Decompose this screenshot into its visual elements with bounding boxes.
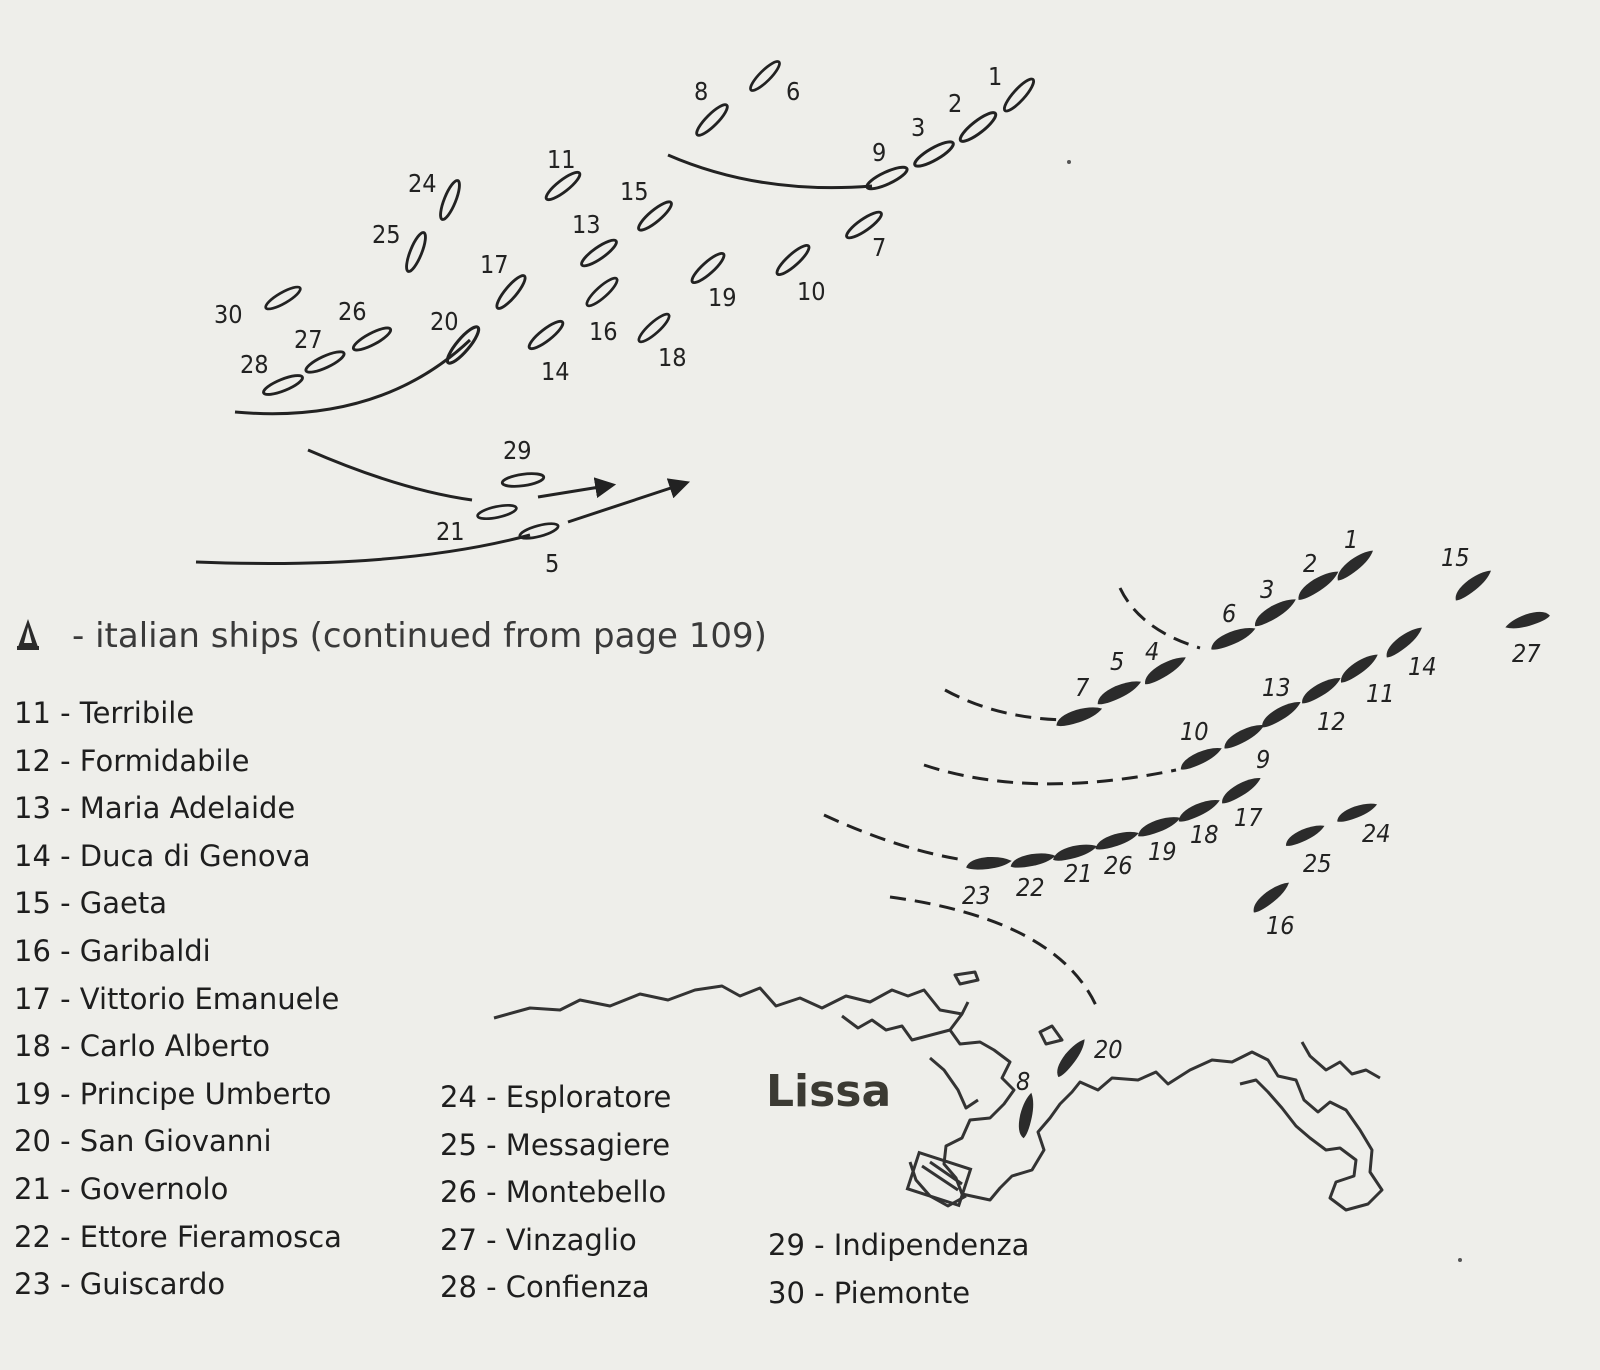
legend-item: 26 - Montebello — [440, 1175, 667, 1210]
label-30: 30 — [214, 300, 243, 329]
legend-title-text: - italian ships (continued from page 109) — [72, 616, 767, 656]
island-label: Lissa — [766, 1066, 892, 1117]
ship-18 — [636, 311, 673, 346]
legend-item: 13 - Maria Adelaide — [14, 791, 296, 826]
legend-item: 24 - Esploratore — [440, 1080, 672, 1114]
legend-item: 15 - Gaeta — [14, 886, 168, 921]
legend-item: 18 - Carlo Alberto — [14, 1029, 270, 1064]
ship-14 — [526, 318, 566, 353]
label-15-lower: 15 — [1441, 543, 1470, 572]
label-27: 27 — [294, 325, 323, 354]
label-7: 7 — [872, 233, 887, 262]
legend-item: 16 - Garibaldi — [14, 933, 211, 968]
ship-13-lower — [1258, 698, 1304, 730]
ship-16 — [584, 275, 621, 310]
legend-item: 17 - Vittorio Emanuele — [14, 981, 340, 1016]
ship-30 — [263, 283, 303, 312]
ship-21 — [477, 503, 518, 522]
legend-item: 20 - San Giovanni — [14, 1124, 272, 1159]
label-9: 9 — [872, 138, 887, 167]
label-12-lower: 12 — [1317, 707, 1346, 736]
ship-16-lower — [1248, 878, 1293, 914]
legend-item: 28 - Confienza — [440, 1270, 650, 1305]
dot-marker — [1458, 1258, 1462, 1262]
label-27-lower: 27 — [1512, 639, 1541, 668]
ship-3-lower — [1250, 595, 1299, 629]
label-10-lower: 10 — [1180, 717, 1209, 746]
legend-column-2 — [440, 1074, 671, 1312]
lower-ships — [966, 546, 1551, 1138]
label-25-lower: 25 — [1303, 849, 1332, 878]
ship-13 — [579, 236, 620, 269]
ship-19-lower — [1135, 813, 1182, 839]
ship-10 — [774, 242, 813, 278]
label-14-lower: 14 — [1408, 652, 1437, 681]
ship-8 — [693, 101, 731, 139]
label-5-lower: 5 — [1110, 647, 1125, 676]
label-29: 29 — [503, 436, 532, 465]
label-8-lower: 8 — [1016, 1067, 1031, 1096]
legend-column-1 — [14, 690, 342, 1309]
legend-item: 29 - Indipendenza — [768, 1228, 1030, 1262]
label-10: 10 — [797, 277, 826, 306]
legend-item: 19 - Principe Umberto — [14, 1076, 332, 1111]
label-18-lower: 18 — [1190, 820, 1219, 849]
legend-title — [14, 616, 767, 656]
label-13-lower: 13 — [1262, 673, 1291, 702]
label-4-lower: 4 — [1145, 637, 1160, 666]
lower-course-lines — [824, 588, 1200, 1010]
ship-23-lower — [966, 856, 1012, 870]
label-28: 28 — [240, 350, 269, 379]
ship-2 — [957, 109, 999, 146]
label-9-lower: 9 — [1256, 745, 1271, 774]
label-16: 16 — [589, 317, 618, 346]
label-14: 14 — [541, 357, 570, 386]
label-22-lower: 22 — [1016, 873, 1045, 902]
ship-5 — [518, 521, 559, 542]
legend-item: 30 - Piemonte — [768, 1275, 971, 1310]
legend-column-3 — [768, 1222, 1029, 1317]
ship-12-lower — [1298, 674, 1344, 706]
label-2: 2 — [948, 89, 963, 118]
label-6-lower: 6 — [1222, 599, 1237, 628]
ship-7-lower — [1054, 703, 1104, 728]
ship-24 — [437, 178, 463, 221]
label-1: 1 — [988, 62, 1003, 91]
label-17-lower: 17 — [1234, 803, 1263, 832]
label-15: 15 — [620, 177, 649, 206]
label-19: 19 — [708, 283, 737, 312]
label-18: 18 — [658, 343, 687, 372]
ship-6 — [747, 58, 783, 94]
label-3: 3 — [911, 113, 926, 142]
label-17: 17 — [480, 250, 509, 279]
ship-9 — [865, 163, 910, 192]
upper-labels — [214, 62, 1002, 578]
ship-22-lower — [1009, 851, 1056, 869]
label-23-lower: 23 — [962, 881, 991, 910]
label-5: 5 — [545, 549, 560, 578]
ship-26-lower — [1093, 828, 1140, 852]
label-21: 21 — [436, 517, 465, 546]
label-3-lower: 3 — [1260, 575, 1275, 604]
ship-25-lower — [1283, 821, 1327, 848]
ship-19 — [689, 250, 728, 286]
label-26-lower: 26 — [1104, 851, 1133, 880]
ship-17-lower — [1218, 774, 1264, 806]
label-20-lower: 20 — [1094, 1035, 1123, 1064]
ship-26 — [351, 324, 393, 354]
legend-item: 22 - Ettore Fieramosca — [14, 1219, 342, 1254]
ship-10-lower — [1177, 744, 1224, 772]
legend-item: 11 - Terribile — [14, 696, 195, 730]
label-2-lower: 2 — [1303, 549, 1318, 578]
label-11-lower: 11 — [1366, 679, 1395, 708]
lower-labels — [962, 525, 1541, 1096]
label-24: 24 — [408, 169, 437, 198]
ship-29 — [502, 471, 545, 488]
label-25: 25 — [372, 220, 401, 249]
ship-25 — [403, 230, 429, 273]
dot-marker — [1067, 160, 1071, 164]
ship-5-lower — [1094, 677, 1144, 707]
label-21-lower: 21 — [1064, 859, 1093, 888]
legend-item: 25 - Messagiere — [440, 1127, 671, 1162]
legend-item: 12 - Formidabile — [14, 743, 250, 778]
ship-silhouette-icon — [14, 617, 42, 651]
label-1-lower: 1 — [1344, 525, 1359, 554]
label-13: 13 — [572, 210, 601, 239]
label-7-lower: 7 — [1075, 673, 1090, 702]
legend-item: 27 - Vinzaglio — [440, 1222, 637, 1257]
label-20: 20 — [430, 307, 459, 336]
upper-course-lines — [196, 155, 872, 563]
legend-item: 23 - Guiscardo — [14, 1267, 226, 1302]
ship-3 — [912, 138, 956, 170]
ship-2-lower — [1294, 567, 1342, 602]
label-16-lower: 16 — [1266, 911, 1295, 940]
label-6: 6 — [786, 77, 801, 106]
label-11: 11 — [547, 145, 576, 174]
legend-item: 21 - Governolo — [14, 1171, 229, 1206]
ship-27-lower — [1504, 607, 1551, 634]
label-24-lower: 24 — [1362, 819, 1391, 848]
label-19-lower: 19 — [1148, 837, 1177, 866]
label-26: 26 — [338, 297, 367, 326]
legend-item: 14 - Duca di Genova — [14, 838, 311, 873]
ship-8-lower — [1015, 1091, 1039, 1138]
label-8: 8 — [694, 77, 709, 106]
ship-1 — [1001, 76, 1037, 115]
